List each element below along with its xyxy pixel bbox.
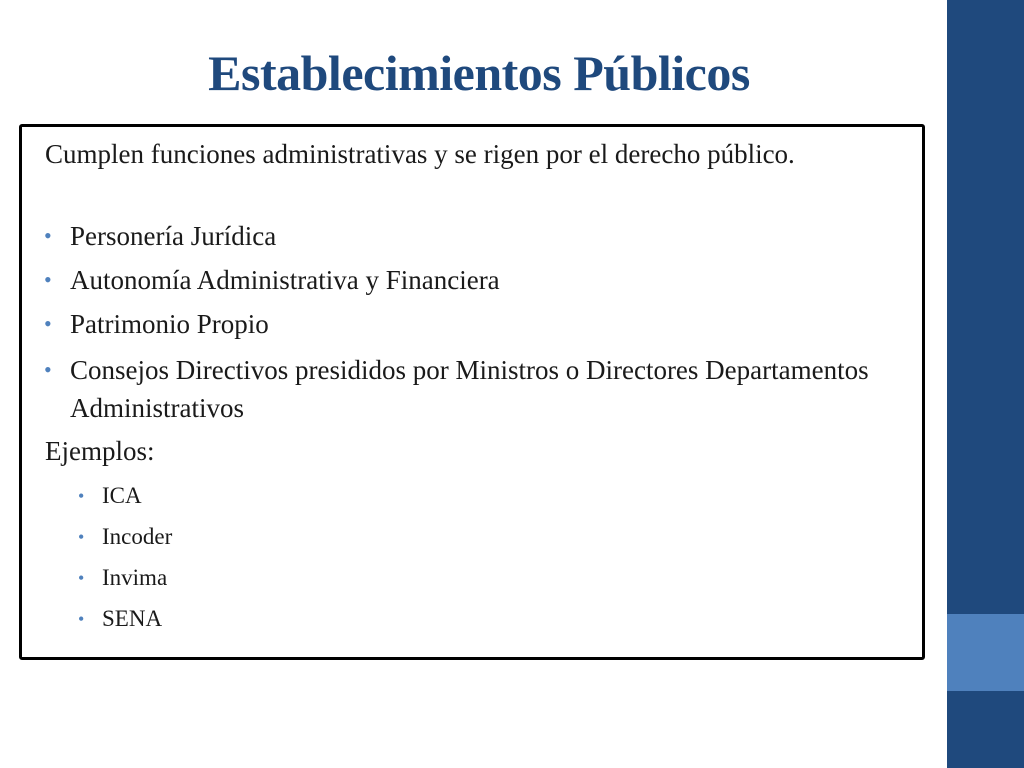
examples-label: Ejemplos: xyxy=(45,436,155,466)
bullet-icon: • xyxy=(78,527,85,547)
bullet-icon: • xyxy=(44,267,52,292)
list-item-label: Consejos Directivos presididos por Ministros o Directores Departamentos Administrativos xyxy=(70,355,869,423)
bullet-icon: • xyxy=(44,357,52,382)
sidebar-accent-block xyxy=(947,614,1024,691)
list-item xyxy=(44,305,890,343)
slide-title: Establecimientos Públicos xyxy=(208,45,750,101)
list-item xyxy=(44,217,890,255)
example-item xyxy=(78,561,168,595)
bullet-icon: • xyxy=(78,568,85,588)
example-item xyxy=(78,520,173,554)
bullet-icon: • xyxy=(44,223,52,248)
list-item xyxy=(44,261,890,299)
bullet-icon: • xyxy=(44,311,52,336)
bullet-list xyxy=(22,127,922,657)
example-item xyxy=(78,479,142,513)
example-label: ICA xyxy=(102,483,142,508)
list-item-label: Patrimonio Propio xyxy=(70,309,269,339)
list-item xyxy=(44,351,890,427)
list-item-label: Autonomía Administrativa y Financiera xyxy=(70,265,500,295)
bullet-icon: • xyxy=(78,609,85,629)
example-label: SENA xyxy=(102,606,163,631)
content-box xyxy=(19,124,925,660)
bullet-icon: • xyxy=(78,486,85,506)
example-label: Incoder xyxy=(102,524,173,549)
intro-text: Cumplen funciones administrativas y se rigen por el derecho público. xyxy=(45,139,795,169)
list-item-label: Personería Jurídica xyxy=(70,221,277,251)
example-item xyxy=(78,602,163,636)
example-label: Invima xyxy=(102,565,168,590)
